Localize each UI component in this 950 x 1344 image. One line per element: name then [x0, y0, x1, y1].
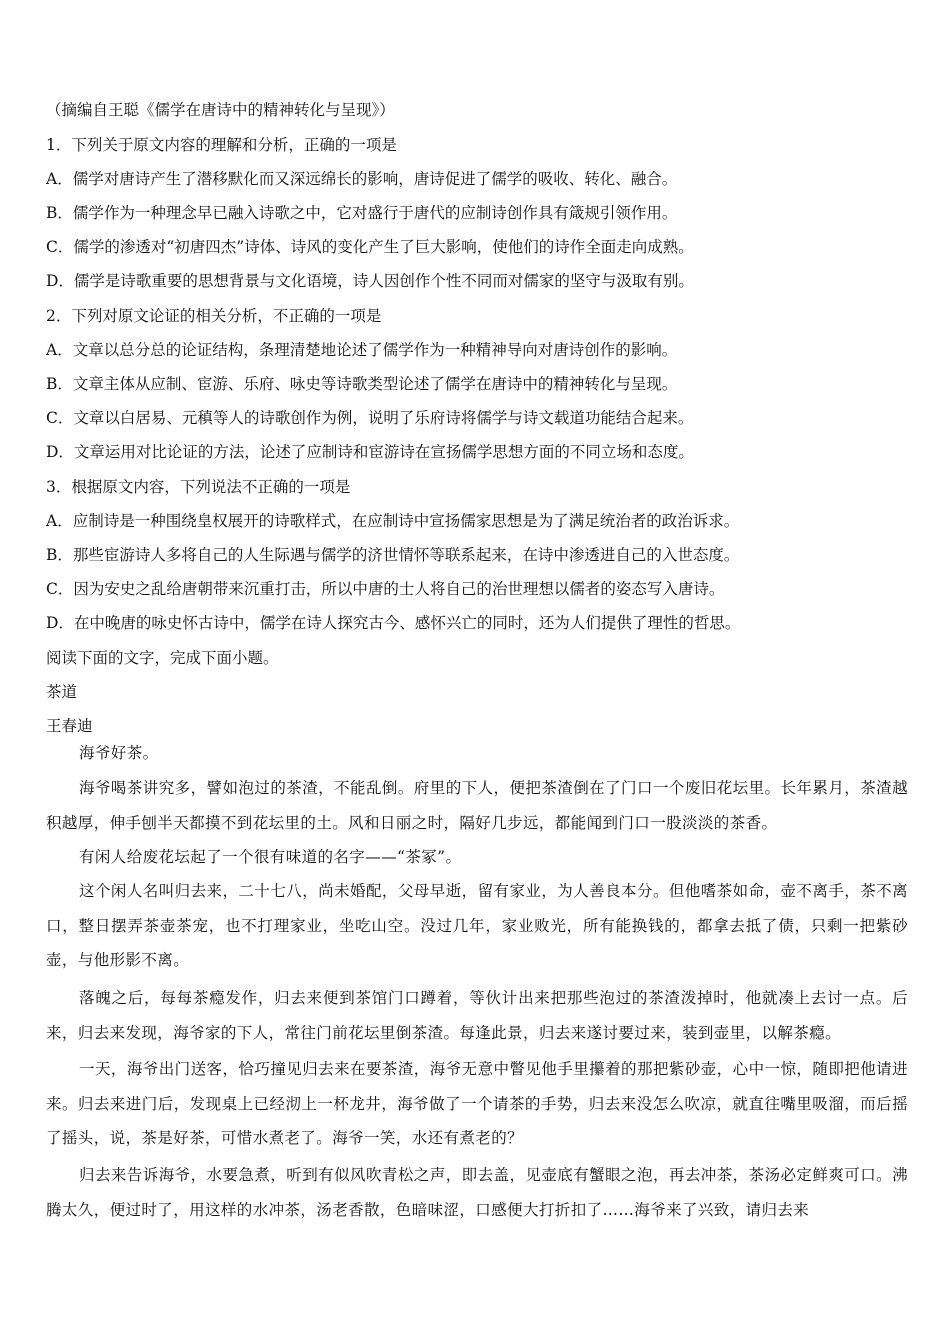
story-paragraph: 归去来告诉海爷，水要急煮，听到有似风吹青松之声，即去盖，见壶底有蟹眼之泡，再去冲茶，茶汤必定鲜爽可口。沸腾太久，便过时了，用这样的水冲茶，汤老香散，色暗味涩，口感便大打折扣了……海爷来了兴致，请归去来 [46, 1166, 908, 1219]
question-1-option-d: D．儒学是诗歌重要的思想背景与文化语境，诗人因创作个性不同而对儒家的坚守与汲取有别。 [46, 272, 694, 290]
question-3-stem: 3．根据原文内容，下列说法不正确的一项是 [46, 478, 351, 496]
story-paragraph: 有闲人给废花坛起了一个很有味道的名字——“茶冢”。 [79, 848, 462, 866]
question-2-stem: 2．下列对原文论证的相关分析，不正确的一项是 [46, 307, 382, 325]
story-author: 王春迪 [46, 717, 93, 735]
story-paragraph: 一天，海爷出门送客，恰巧撞见归去来在要茶渣，海爷无意中瞥见他手里攥着的那把紫砂壶，心中一惊，随即把他请进来。归去来进门后，发现桌上已经沏上一杯龙井，海爷做了一个请茶的手势，归去来没怎么吹凉，就直往嘴里吸溜，而后摇了摇头，说，茶是好茶，可惜水煮老了。海爷一笑，水还有煮老的？ [46, 1060, 908, 1148]
question-3-option-b: B．那些宦游诗人多将自己的人生际遇与儒学的济世情怀等联系起来，在诗中渗透进自己的入世态度。 [46, 546, 740, 564]
question-2-option-a: A．文章以总分总的论证结构，条理清楚地论述了儒学作为一种精神导向对唐诗创作的影响。 [46, 341, 678, 359]
story-paragraph: 海爷喝茶讲究多，譬如泡过的茶渣，不能乱倒。府里的下人，便把茶渣倒在了门口一个废旧花坛里。长年累月，茶渣越积越厚，伸手刨半天都摸不到花坛里的土。风和日丽之时，隔好几步远，都能闻到门口一股淡淡的茶香。 [46, 779, 908, 832]
question-3-option-c: C．因为安史之乱给唐朝带来沉重打击，所以中唐的士人将自己的治世理想以儒者的姿态写入唐诗。 [46, 580, 725, 598]
question-2-option-b: B．文章主体从应制、宦游、乐府、咏史等诗歌类型论述了儒学在唐诗中的精神转化与呈现。 [46, 375, 678, 393]
question-1-option-c: C．儒学的渗透对“初唐四杰”诗体、诗风的变化产生了巨大影响，使他们的诗作全面走向成熟。 [46, 238, 694, 256]
reading-instruction: 阅读下面的文字，完成下面小题。 [46, 649, 279, 667]
question-2-option-c: C．文章以白居易、元稹等人的诗歌创作为例，说明了乐府诗将儒学与诗文载道功能结合起来。 [46, 409, 694, 427]
question-3-option-a: A．应制诗是一种围绕皇权展开的诗歌样式，在应制诗中宣扬儒家思想是为了满足统治者的政治诉求。 [46, 512, 740, 530]
story-paragraph: 这个闲人名叫归去来，二十七八，尚未婚配，父母早逝，留有家业，为人善良本分。但他嗜茶如命，壶不离手，茶不离口，整日摆弄茶壶茶宠，也不打理家业，坐吃山空。没过几年，家业败光，所有能换钱的，都拿去抵了债，只剩一把紫砂壶，与他形影不离。 [46, 882, 908, 970]
question-1-stem: 1．下列关于原文内容的理解和分析，正确的一项是 [46, 136, 397, 154]
story-paragraph: 落魄之后，每每茶瘾发作，归去来便到茶馆门口蹲着，等伙计出来把那些泡过的茶渣泼掉时，他就凑上去讨一点。后来，归去来发现，海爷家的下人，常往门前花坛里倒茶渣。每逢此景，归去来遂讨要过来，装到壶里，以解茶瘾。 [46, 989, 908, 1042]
question-2-option-d: D．文章运用对比论证的方法，论述了应制诗和宦游诗在宣扬儒学思想方面的不同立场和态度。 [46, 443, 694, 461]
question-1-option-a: A．儒学对唐诗产生了潜移默化而又深远绵长的影响，唐诗促进了儒学的吸收、转化、融合。 [46, 170, 678, 188]
story-paragraph: 海爷好茶。 [79, 744, 159, 762]
source-note: （摘编自王聪《儒学在唐诗中的精神转化与呈现》） [46, 101, 395, 119]
question-3-option-d: D．在中晚唐的咏史怀古诗中，儒学在诗人探究古今、感怀兴亡的同时，还为人们提供了理性的哲思。 [46, 614, 741, 632]
question-1-option-b: B．儒学作为一种理念早已融入诗歌之中，它对盛行于唐代的应制诗创作具有箴规引领作用。 [46, 204, 678, 222]
story-title: 茶道 [46, 683, 78, 701]
